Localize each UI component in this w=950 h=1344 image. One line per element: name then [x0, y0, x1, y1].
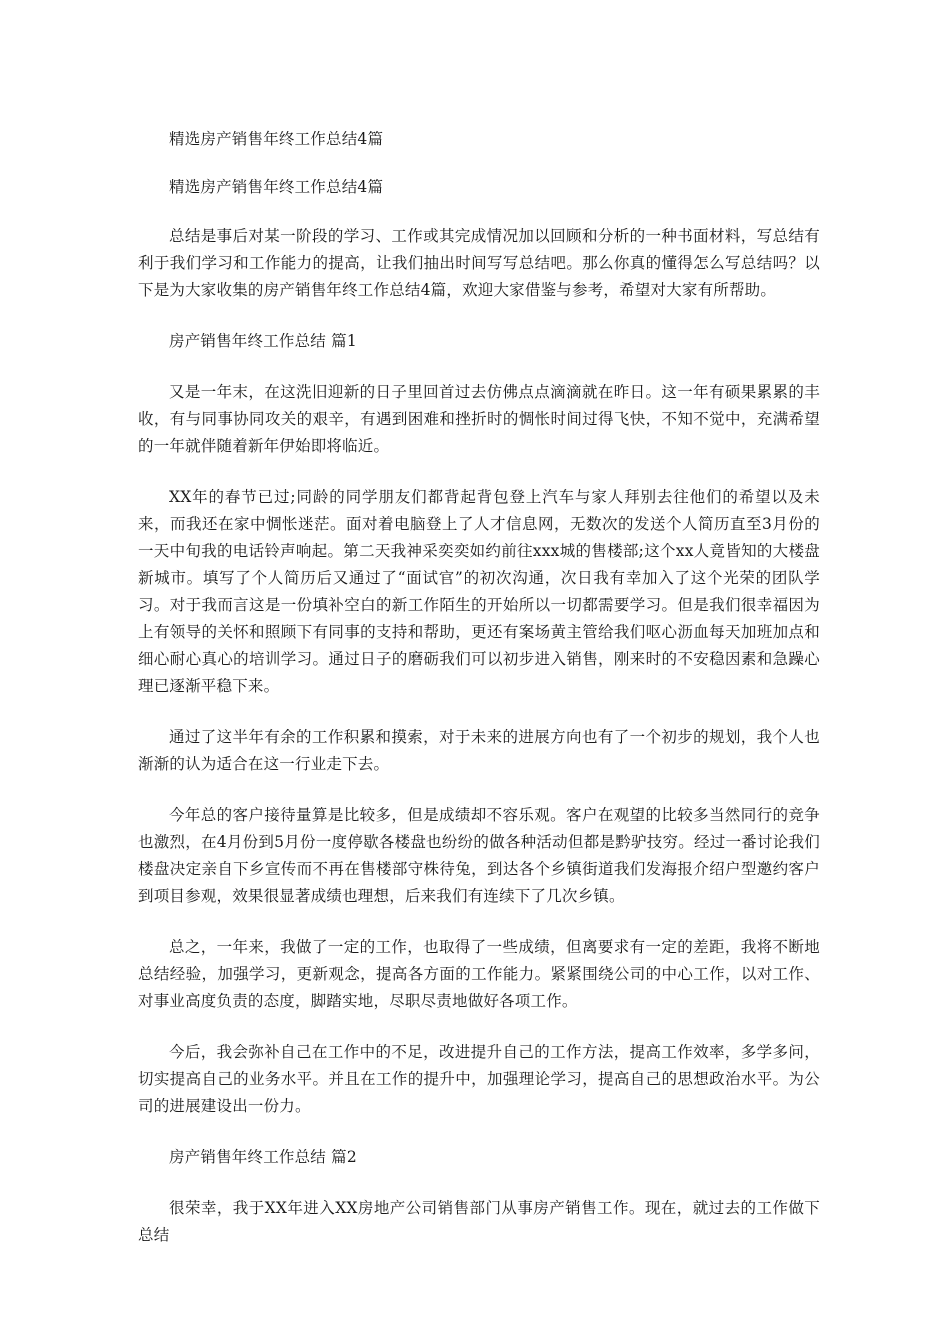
- section1-paragraph-2: XX年的春节已过;同龄的同学朋友们都背起背包登上汽车与家人拜别去往他们的希望以及未来，而我还在家中惆怅迷茫。面对着电脑登上了人才信息网，无数次的发送个人简历直至3月份的一天中旬我的电话铃声响起。第二天我神采奕奕如约前往xxx城的售楼部;这个xx人竟皆知的大楼盘新城市。填写了个人简历后又通过了“面试官”的初次沟通，次日我有幸加入了这个光荣的团队学习。对于我而言这是一份填补空白的新工作陌生的开始所以一切都需要学习。但是我们很幸福因为上有领导的关怀和照顾下有同事的支持和帮助，更还有案场黄主管给我们呕心沥血每天加班加点和细心耐心真心的培训学习。通过日子的磨砺我们可以初步进入销售，刚来时的不安稳因素和急躁心理已逐渐平稳下来。: [138, 488, 820, 695]
- section1-paragraph-6: 今后，我会弥补自己在工作中的不足，改进提升自己的工作方法，提高工作效率，多学多问，切实提高自己的业务水平。并且在工作的提升中，加强理论学习，提高自己的思想政治水平。为公司的进展建设出一份力。: [138, 1043, 820, 1115]
- document-subtitle: 精选房产销售年终工作总结4篇: [169, 178, 384, 196]
- section1-paragraph-3: 通过了这半年有余的工作积累和摸索，对于未来的进展方向也有了一个初步的规划，我个人也渐渐的认为适合在这一行业走下去。: [138, 728, 820, 773]
- section1-paragraph-5: 总之，一年来，我做了一定的工作，也取得了一些成绩，但离要求有一定的差距，我将不断地总结经验，加强学习，更新观念，提高各方面的工作能力。紧紧围绕公司的中心工作，以对工作、对事业高度负责的态度，脚踏实地，尽职尽责地做好各项工作。: [138, 938, 820, 1010]
- section1-paragraph-4: 今年总的客户接待量算是比较多，但是成绩却不容乐观。客户在观望的比较多当然同行的竞争也激烈，在4月份到5月份一度停歇各楼盘也纷纷的做各种活动但都是黔驴技穷。经过一番讨论我们楼盘决定亲自下乡宣传而不再在售楼部守株待兔，到达各个乡镇街道我们发海报介绍户型邀约客户到项目参观，效果很显著成绩也理想，后来我们有连续下了几次乡镇。: [138, 806, 820, 905]
- section1-paragraph-1: 又是一年末，在这洗旧迎新的日子里回首过去仿佛点点滴滴就在昨日。这一年有硕果累累的丰收，有与同事协同攻关的艰辛，有遇到困难和挫折时的惆怅时间过得飞快，不知不觉中，充满希望的一年就伴随着新年伊始即将临近。: [138, 383, 820, 455]
- intro-paragraph: 总结是事后对某一阶段的学习、工作或其完成情况加以回顾和分析的一种书面材料，写总结有利于我们学习和工作能力的提高，让我们抽出时间写写总结吧。那么你真的懂得怎么写总结吗？以下是为大家收集的房产销售年终工作总结4篇，欢迎大家借鉴与参考，希望对大家有所帮助。: [138, 227, 820, 299]
- section-heading-1: 房产销售年终工作总结 篇1: [169, 332, 357, 350]
- document-page: [138, 126, 820, 1249]
- section2-paragraph-1: 很荣幸，我于XX年进入XX房地产公司销售部门从事房产销售工作。现在，就过去的工作做下总结: [138, 1199, 820, 1244]
- section-heading-2: 房产销售年终工作总结 篇2: [169, 1148, 357, 1166]
- document-title: 精选房产销售年终工作总结4篇: [169, 130, 384, 148]
